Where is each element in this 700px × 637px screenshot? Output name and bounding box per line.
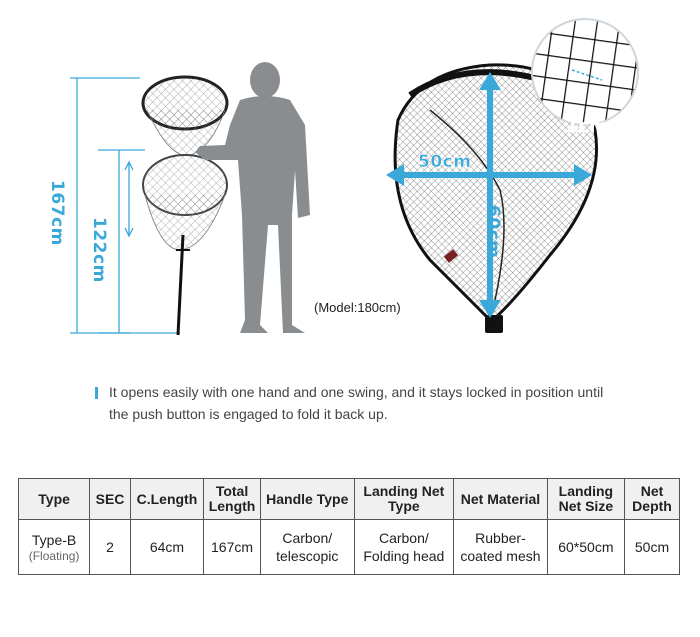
mesh-size-label: 1cm (566, 116, 608, 137)
feature-description (95, 381, 615, 425)
type-subvalue: (Floating) (28, 549, 80, 563)
cell-c-length: 64cm (130, 520, 203, 575)
description-text: It opens easily with one hand and one swing, and it stays locked in position until the push button is engaged to fold it back up. (109, 384, 604, 422)
header-type: Type (19, 479, 90, 520)
width-label: 50cm (418, 152, 472, 172)
table-header-row (19, 479, 680, 520)
header-total-length: Total Length (204, 479, 261, 520)
height-label: 60cm (483, 205, 503, 259)
cell-net-material: Rubber-coated mesh (454, 520, 548, 575)
cell-total-length: 167cm (204, 520, 261, 575)
spec-table (18, 478, 680, 575)
accent-bar (95, 387, 98, 399)
type-value: Type-B (31, 532, 77, 548)
cell-sec: 2 (90, 520, 131, 575)
cell-landing-net-size: 60*50cm (547, 520, 624, 575)
header-landing-net-size: Landing Net Size (547, 479, 624, 520)
cell-type (19, 520, 90, 575)
net-extended (143, 77, 227, 155)
total-length-label: 167cm (47, 180, 67, 246)
cell-net-depth: 50cm (625, 520, 680, 575)
header-landing-net-type: Landing Net Type (354, 479, 454, 520)
header-handle-type: Handle Type (260, 479, 354, 520)
header-net-material: Net Material (454, 479, 548, 520)
net-collapsed (143, 155, 227, 335)
header-c-length: C.Length (130, 479, 203, 520)
header-sec: SEC (90, 479, 131, 520)
collapsed-length-label: 122cm (89, 217, 109, 283)
cell-handle-type: Carbon/ telescopic (260, 520, 354, 575)
header-net-depth: Net Depth (625, 479, 680, 520)
table-row (19, 520, 680, 575)
model-height-note: (Model:180cm) (314, 300, 401, 315)
cell-landing-net-type: Carbon/ Folding head (354, 520, 454, 575)
